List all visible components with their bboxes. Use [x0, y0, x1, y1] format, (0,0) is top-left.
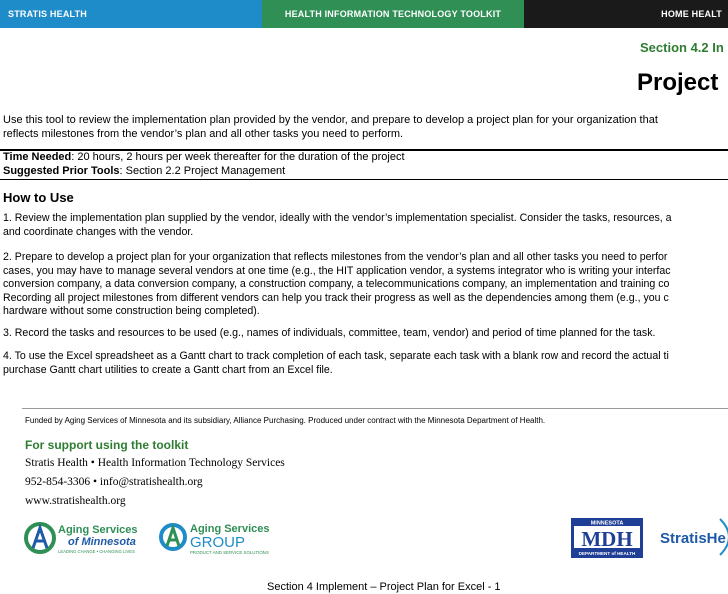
step-line: cases, you may have to manage several vendors at one time (e.g., the HIT application vendor, a systems integrator who is writing your interfac: [3, 264, 671, 277]
step-line: 4. To use the Excel spreadsheet as a Gantt chart to track completion of each task, separate each task with a blank row and record the actual ti: [3, 350, 669, 362]
step-2: [3, 251, 671, 319]
logo-letter-a: [33, 528, 47, 548]
intro-paragraph: [3, 113, 703, 141]
banner-home-health: HOME HEALT: [524, 0, 728, 28]
asm-line2: of Minnesota: [68, 536, 136, 548]
banner-toolkit-title: HEALTH INFORMATION TECHNOLOGY TOOLKIT: [262, 0, 524, 28]
divider: [22, 408, 728, 409]
time-needed-value: : 20 hours, 2 hours per week thereafter for the duration of the project: [71, 151, 405, 163]
step-line: 2. Prepare to develop a project plan for your organization that reflects milestones from the vendor’s plan and all other tasks you need to perfor: [3, 251, 668, 263]
step-3: [3, 327, 655, 341]
intro-line: Use this tool to review the implementation plan provided by the vendor, and prepare to develop a project plan for your organization that: [3, 114, 658, 126]
stratis-wordmark: StratisHe: [660, 530, 726, 547]
step-line: 1. Review the implementation plan supplied by the vendor, ideally with the vendor’s implementation specialist. Consider the tasks, resources, a: [3, 212, 672, 224]
step-1: [3, 212, 672, 239]
suggested-tools: [3, 165, 405, 179]
step-4: [3, 350, 669, 377]
mdh-letters: MDH: [581, 527, 633, 551]
stratis-health-logo: [658, 517, 728, 557]
page-title: Project: [637, 69, 719, 96]
asg-tagline: PRODUCT AND SERVICE SOLUTIONS: [190, 550, 269, 555]
mdh-bottom-text: DEPARTMENT of HEALTH: [578, 551, 636, 556]
suggested-tools-label: Suggested Prior Tools: [3, 164, 120, 177]
intro-line: reflects milestones from the vendor’s plan and all other tasks you need to perform.: [3, 128, 404, 140]
step-line: Recording all project milestones from different vendors can help you track their progress as well as the dependencies among them (e.g., you c: [3, 291, 669, 304]
step-line: and coordinate changes with the vendor.: [3, 225, 194, 238]
divider: [0, 179, 728, 180]
top-banner: [0, 0, 728, 28]
aging-services-minnesota-logo: [24, 520, 154, 556]
how-to-use-heading: How to Use: [3, 190, 74, 205]
asg-line2: GROUP: [190, 534, 246, 551]
mdh-top-text: MINNESOTA: [590, 520, 624, 527]
suggested-tools-value: : Section 2.2 Project Management: [119, 164, 286, 177]
step-line: purchase Gantt chart utilities to create a Gantt chart from an Excel file.: [3, 363, 333, 376]
support-heading: For support using the toolkit: [25, 438, 189, 452]
funding-note: Funded by Aging Services of Minnesota and its subsidiary, Alliance Purchasing. Produced under contract with the Minnesota Department of Health.: [25, 416, 546, 425]
logo-letter-a: [167, 528, 179, 546]
support-website[interactable]: www.stratishealth.org: [25, 495, 126, 507]
step-line: conversion company, a data conversion company, a construction company, a telecommunications company, an implementation and training co: [3, 278, 670, 290]
support-org: Stratis Health • Health Information Technology Services: [25, 457, 285, 469]
time-needed: [3, 151, 405, 165]
step-line: 3. Record the tasks and resources to be used (e.g., names of individuals, committee, team, vendor) and period of time planned for the task.: [3, 327, 656, 339]
asm-line1: Aging Services: [58, 524, 138, 536]
mdh-logo: [571, 518, 643, 558]
aging-services-group-logo: [158, 520, 280, 556]
time-needed-label: Time Needed: [3, 151, 72, 163]
support-contact: 952-854-3306 • info@stratishealth.org: [25, 476, 203, 488]
asm-tagline: LEADING CHANGE • CHANGING LIVES: [58, 549, 135, 554]
asg-line1: Aging Services: [190, 523, 270, 535]
step-line: hardware without some construction being completed).: [3, 305, 260, 317]
section-label: Section 4.2 In: [640, 40, 724, 55]
page-footer: Section 4 Implement – Project Plan for Excel - 1: [267, 581, 501, 593]
banner-stratis-health: STRATIS HEALTH: [0, 0, 262, 28]
tool-meta: [3, 151, 405, 178]
